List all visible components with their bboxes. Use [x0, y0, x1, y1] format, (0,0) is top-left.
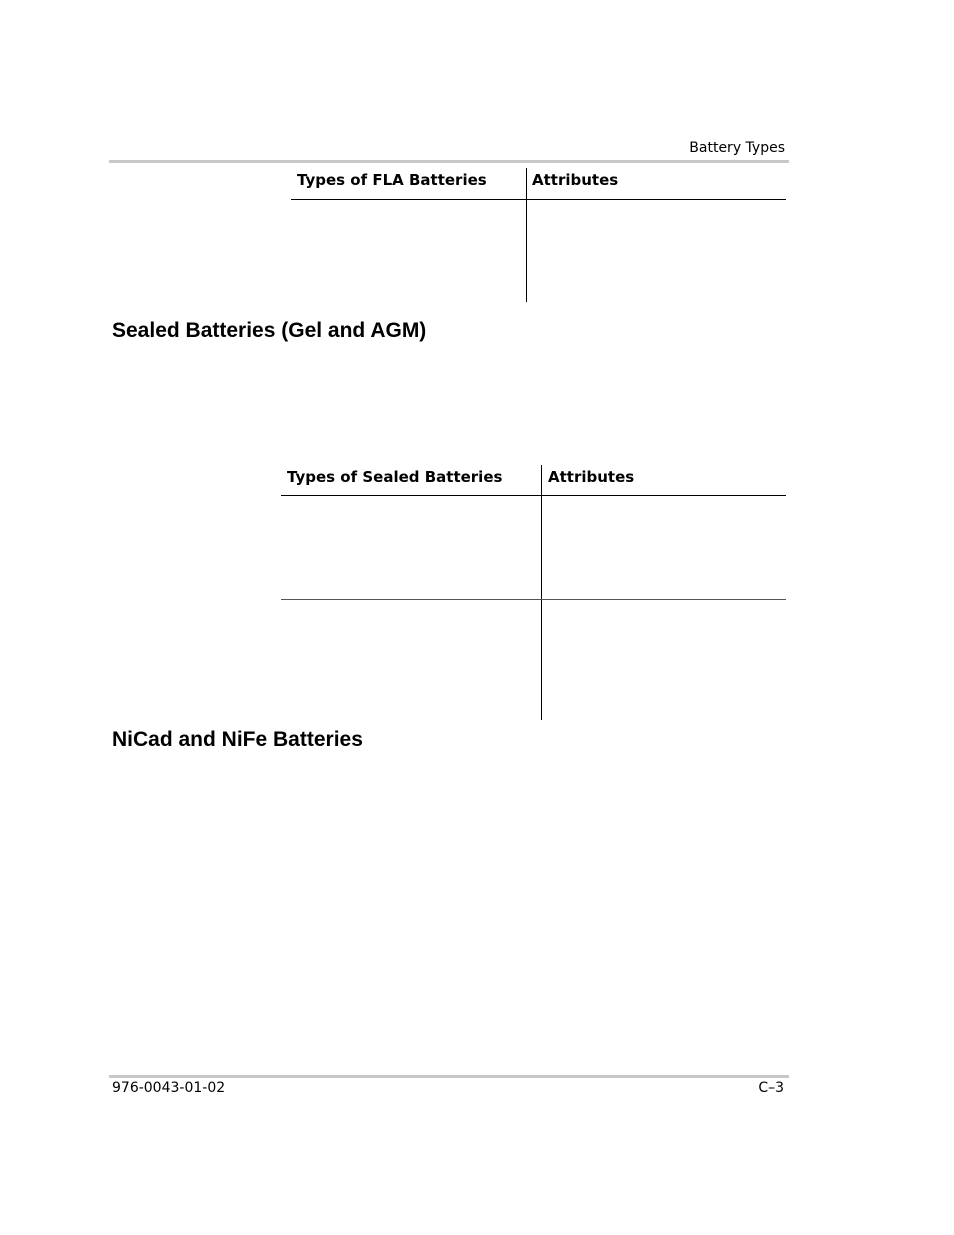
page-number: C–3	[758, 1080, 784, 1096]
header-rule	[109, 160, 789, 163]
sealed-table-header-attributes: Attributes	[548, 468, 635, 486]
running-header: Battery Types	[689, 140, 785, 156]
sealed-batteries-table	[281, 465, 786, 720]
fla-table-column-divider	[526, 168, 527, 302]
nicad-nife-batteries-heading: NiCad and NiFe Batteries	[112, 728, 363, 751]
sealed-table-row-divider	[281, 599, 786, 600]
sealed-batteries-heading: Sealed Batteries (Gel and AGM)	[112, 319, 427, 342]
fla-table-header-attributes: Attributes	[532, 171, 619, 189]
sealed-table-column-divider	[541, 465, 542, 720]
sealed-table-header-types: Types of Sealed Batteries	[287, 468, 503, 486]
fla-table-header-types: Types of FLA Batteries	[297, 171, 487, 189]
fla-batteries-table	[291, 168, 786, 302]
document-number: 976-0043-01-02	[112, 1080, 226, 1096]
fla-table-header-rule	[291, 199, 786, 200]
footer-rule	[109, 1075, 789, 1078]
sealed-table-header-rule	[281, 495, 786, 496]
